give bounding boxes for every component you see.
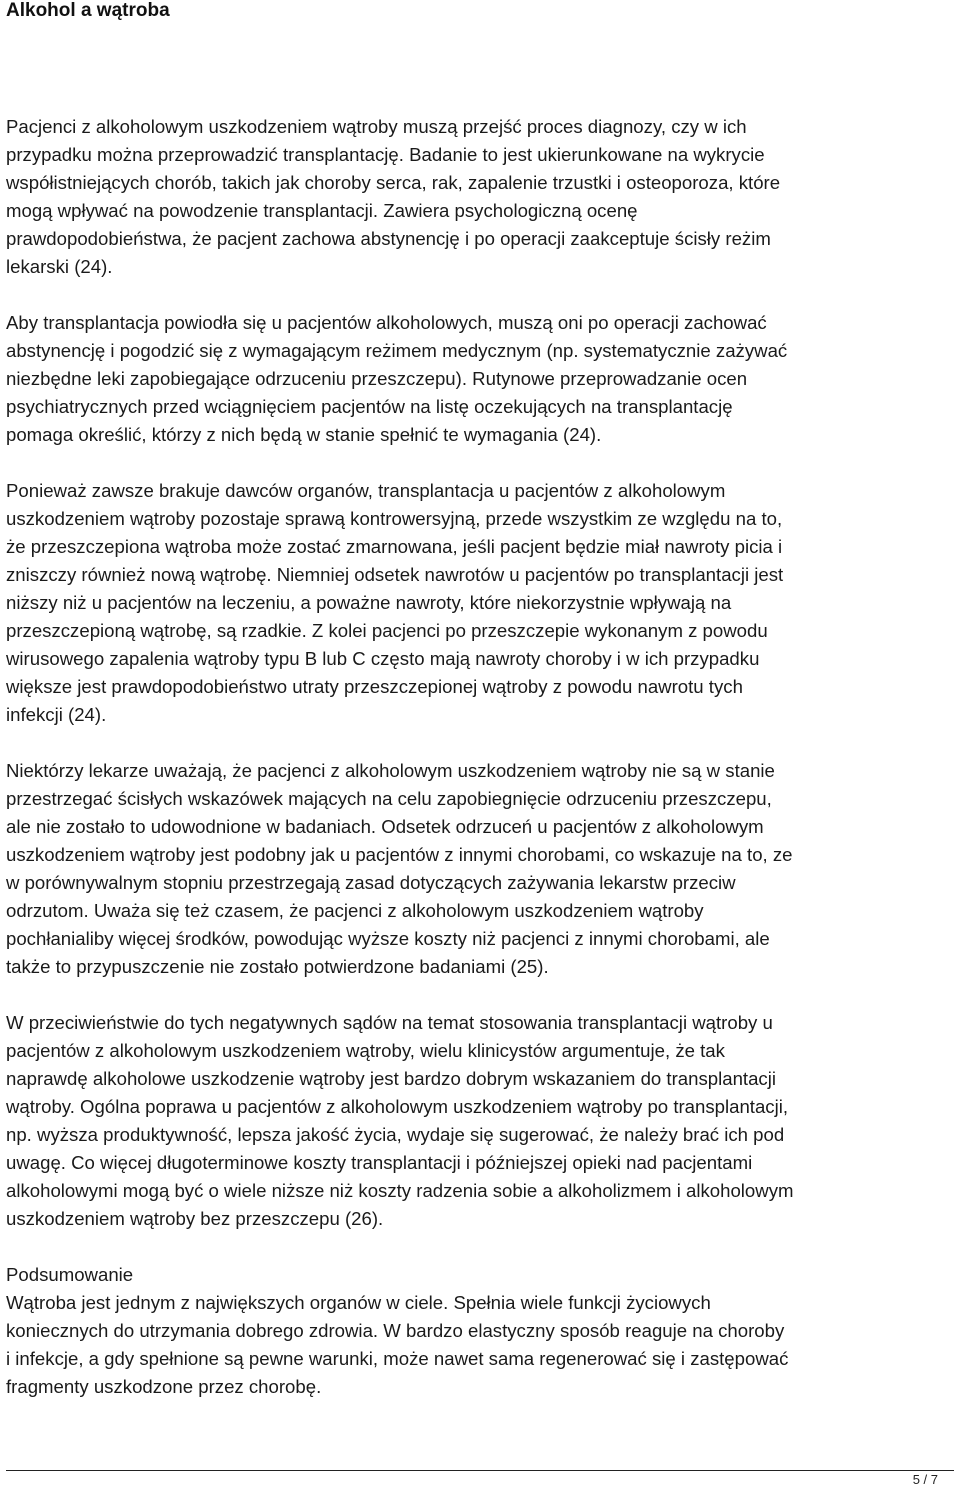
text-line: uszkodzeniem wątroby pozostaje sprawą kontrowersyjną, przede wszystkim ze względu na to,	[6, 508, 783, 529]
summary-section	[6, 1261, 956, 1401]
text-line: niższy niż u pacjentów na leczeniu, a poważne nawroty, które niekorzystnie wpływają na	[6, 592, 732, 613]
paragraph-donor-shortage	[6, 477, 956, 729]
text-line: wątroby. Ogólna poprawa u pacjentów z alkoholowym uszkodzeniem wątroby po transplantacji,	[6, 1096, 789, 1117]
text-line: mogą wpływać na powodzenie transplantacji. Zawiera psychologiczną ocenę	[6, 200, 638, 221]
text-line: uszkodzeniem wątroby bez przeszczepu (26).	[6, 1208, 384, 1229]
text-line: zniszczy również nową wątrobę. Niemniej odsetek nawrotów u pacjentów po transplantacji jest	[6, 564, 784, 585]
document-body	[6, 113, 956, 1401]
text-line: Niektórzy lekarze uważają, że pacjenci z alkoholowym uszkodzeniem wątroby nie są w stanie	[6, 760, 775, 781]
text-line: pacjentów z alkoholowym uszkodzeniem wątroby, wielu klinicystów argumentuje, że tak	[6, 1040, 725, 1061]
text-line: ale nie zostało to udowodnione w badaniach. Odsetek odrzuceń u pacjentów z alkoholowym	[6, 816, 764, 837]
paragraph-transplant-success	[6, 309, 956, 449]
text-line: przestrzegać ścisłych wskazówek mających na celu zapobiegnięcie odrzuceniu przeszczepu,	[6, 788, 772, 809]
text-line: lekarski (24).	[6, 256, 113, 277]
text-line: Aby transplantacja powiodła się u pacjentów alkoholowych, muszą oni po operacji zachować	[6, 312, 767, 333]
text-line: abstynencję i pogodzić się z wymagającym reżimem medycznym (np. systematycznie zażywać	[6, 340, 788, 361]
text-line: koniecznych do utrzymania dobrego zdrowia. W bardzo elastyczny sposób reaguje na choroby	[6, 1320, 785, 1341]
text-line: uszkodzeniem wątroby jest podobny jak u pacjentów z innymi chorobami, co wskazuje na to, ze	[6, 844, 793, 865]
text-line: przeszczepioną wątrobę, są rzadkie. Z kolei pacjenci po przeszczepie wykonanym z powodu	[6, 620, 768, 641]
paragraph-clinician-arguments	[6, 1009, 956, 1233]
footer-divider	[6, 1470, 954, 1471]
text-line: pomaga określić, którzy z nich będą w stanie spełnić te wymagania (24).	[6, 424, 602, 445]
text-line: odrzutom. Uważa się też czasem, że pacjenci z alkoholowym uszkodzeniem wątroby	[6, 900, 704, 921]
text-line: przypadku można przeprowadzić transplantację. Badanie to jest ukierunkowane na wykrycie	[6, 144, 765, 165]
text-line: Ponieważ zawsze brakuje dawców organów, transplantacja u pacjentów z alkoholowym	[6, 480, 726, 501]
text-line: że przeszczepiona wątroba może zostać zmarnowana, jeśli pacjent będzie miał nawroty picia i	[6, 536, 783, 557]
text-line: W przeciwieństwie do tych negatywnych sądów na temat stosowania transplantacji wątroby u	[6, 1012, 773, 1033]
paragraph-rejection-rates	[6, 757, 956, 981]
text-line: wirusowego zapalenia wątroby typu B lub C często mają nawroty choroby i w ich przypadku	[6, 648, 760, 669]
text-line: infekcji (24).	[6, 704, 107, 725]
page-number: 5 / 7	[912, 1472, 938, 1487]
text-line: alkoholowymi mogą być o wiele niższe niż koszty radzenia sobie a alkoholizmem i alkoholowym	[6, 1180, 794, 1201]
text-line: także to przypuszczenie nie zostało potwierdzone badaniami (25).	[6, 956, 549, 977]
text-line: psychiatrycznych przed wciągnięciem pacjentów na listę oczekujących na transplantację	[6, 396, 733, 417]
text-line: prawdopodobieństwa, że pacjent zachowa abstynencję i po operacji zaakceptuje ścisły reżim	[6, 228, 771, 249]
text-line: uwagę. Co więcej długoterminowe koszty transplantacji i późniejszej opieki nad pacjentami	[6, 1152, 753, 1173]
text-line: niezbędne leki zapobiegające odrzuceniu przeszczepu). Rutynowe przeprowadzanie ocen	[6, 368, 748, 389]
text-line: Wątroba jest jednym z największych organów w ciele. Spełnia wiele funkcji życiowych	[6, 1292, 711, 1313]
text-line: w porównywalnym stopniu przestrzegają zasad dotyczących zażywania lekarstw przeciw	[6, 872, 736, 893]
text-line: fragmenty uszkodzone przez chorobę.	[6, 1376, 322, 1397]
text-line: np. wyższa produktywność, lepsza jakość życia, wydaje się sugerować, że należy brać ich pod	[6, 1124, 785, 1145]
paragraph-diagnosis	[6, 113, 956, 281]
text-line: i infekcje, a gdy spełnione są pewne warunki, może nawet sama regenerować się i zastępować	[6, 1348, 789, 1369]
text-line: pochłanialiby więcej środków, powodując wyższe koszty niż pacjenci z innymi chorobami, ale	[6, 928, 770, 949]
text-line: współistniejących chorób, takich jak choroby serca, rak, zapalenie trzustki i osteoporoza, które	[6, 172, 781, 193]
text-line: większe jest prawdopodobieństwo utraty przeszczepionej wątroby z powodu nawrotu tych	[6, 676, 743, 697]
summary-heading: Podsumowanie	[6, 1264, 134, 1285]
document-title: Alkohol a wątroba	[6, 0, 170, 21]
text-line: naprawdę alkoholowe uszkodzenie wątroby jest bardzo dobrym wskazaniem do transplantacji	[6, 1068, 776, 1089]
text-line: Pacjenci z alkoholowym uszkodzeniem wątroby muszą przejść proces diagnozy, czy w ich	[6, 116, 747, 137]
